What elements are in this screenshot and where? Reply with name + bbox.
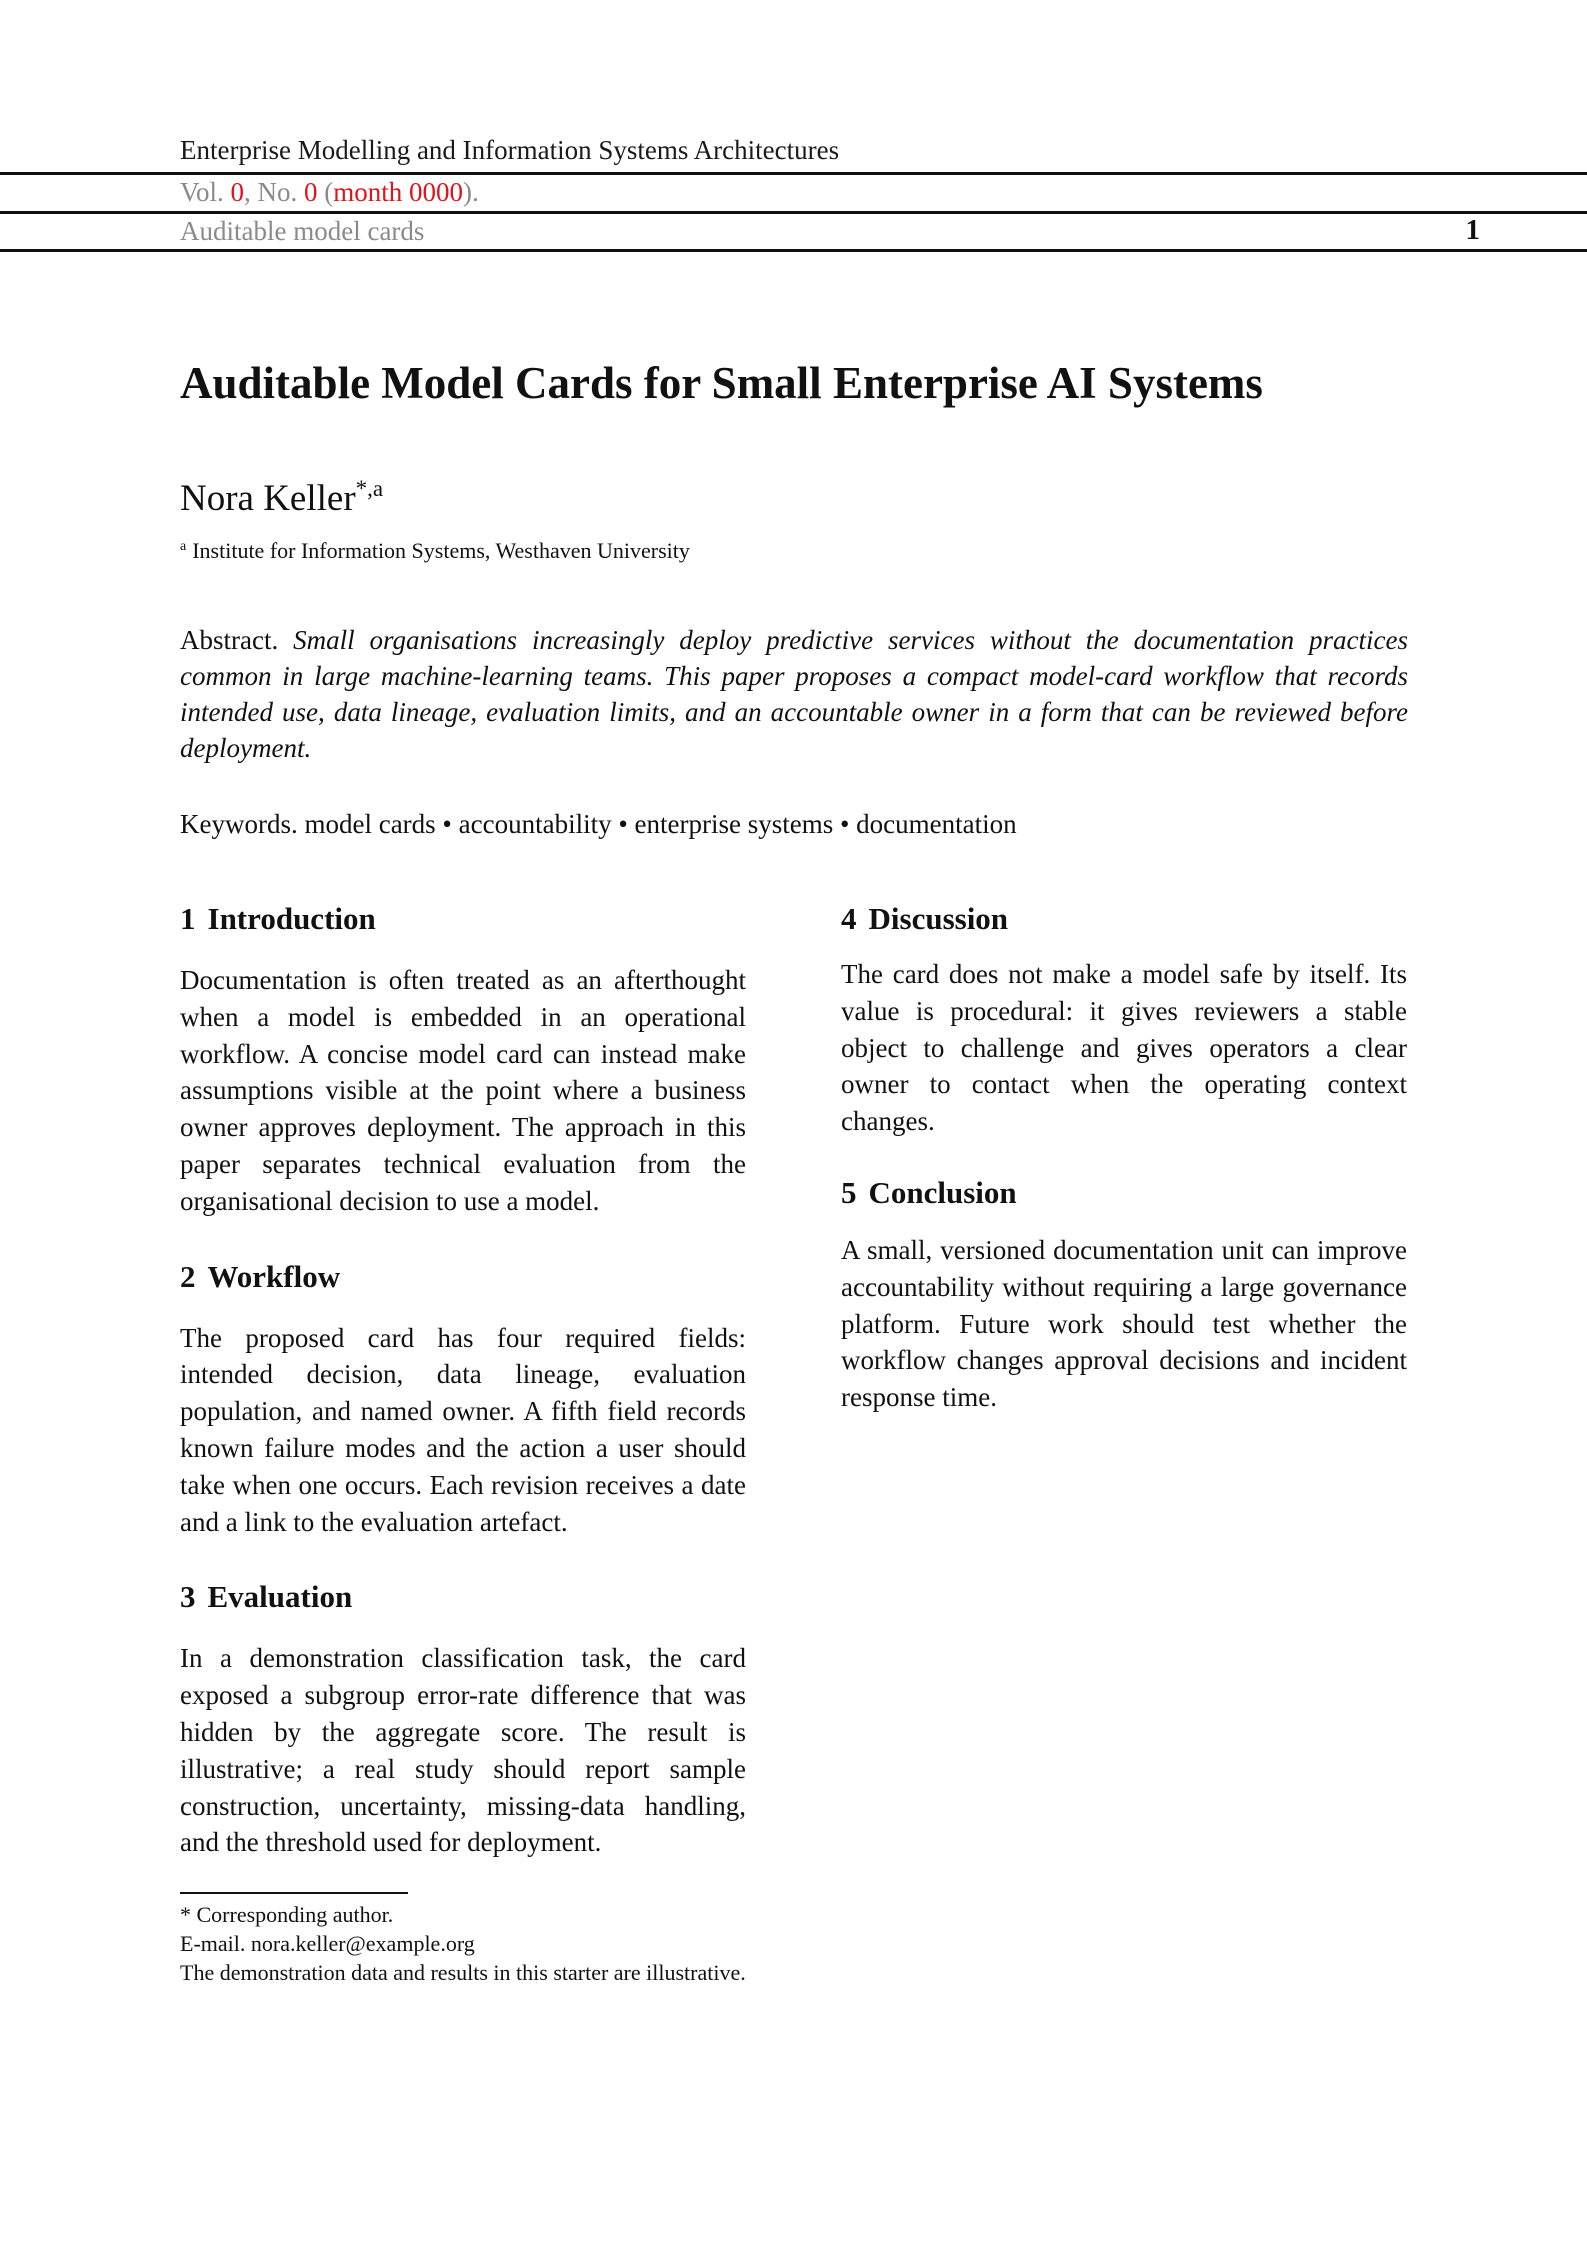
affiliation-text: Institute for Information Systems, Westhaven University xyxy=(192,538,690,563)
author-text: Nora Keller xyxy=(180,478,356,519)
vol-label: Vol. xyxy=(180,177,231,207)
section-heading-discussion xyxy=(841,900,1407,938)
author-marks: *,a xyxy=(355,476,384,501)
page-number: 1 xyxy=(1465,214,1480,246)
abstract xyxy=(180,622,1408,766)
section-number: 2 xyxy=(180,1258,196,1294)
section-title: Workflow xyxy=(207,1258,341,1294)
section-title: Introduction xyxy=(207,901,376,936)
close-paren: ). xyxy=(463,177,479,207)
section-heading-workflow xyxy=(180,1258,746,1296)
footnote-corresponding: * Corresponding author. xyxy=(180,1902,394,1927)
issue-date[interactable]: month 0000 xyxy=(333,177,464,207)
author-name xyxy=(180,466,383,522)
journal-name: Enterprise Modelling and Information Systems Architectures xyxy=(180,135,840,165)
affiliation xyxy=(180,532,690,566)
affiliation-mark: a xyxy=(180,539,187,554)
keywords: Keywords. model cards • accountability • enterprise systems • documentation xyxy=(180,809,1017,839)
section-body-discussion: The card does not make a model safe by itself. Its value is procedural: it gives reviewers a stable object to challenge and gives operators a clear owner to contact when the operating context changes. xyxy=(841,959,1407,1137)
issue-number[interactable]: 0 xyxy=(304,177,318,207)
paper-title: Auditable Model Cards for Small Enterprise AI Systems xyxy=(180,358,1263,408)
issue-label: , No. xyxy=(244,177,305,207)
section-title: Discussion xyxy=(868,901,1009,936)
section-heading-evaluation xyxy=(180,1578,746,1616)
section-body-introduction: Documentation is often treated as an afterthought when a model is embedded in an operational workflow. A concise model card can instead make assumptions visible at the point where a business owner approves deployment. The approach in this paper separates technical evaluation from the organisational decision to use a model. xyxy=(180,965,746,1216)
footnote-note: The demonstration data and results in this starter are illustrative. xyxy=(180,1960,746,1985)
section-heading-introduction xyxy=(180,900,746,938)
footnote-rule xyxy=(180,1892,408,1894)
section-number: 5 xyxy=(841,1174,857,1210)
section-number: 3 xyxy=(180,1579,196,1615)
section-number: 4 xyxy=(841,901,857,936)
abstract-label: Abstract. xyxy=(180,625,279,655)
section-number: 1 xyxy=(180,901,196,936)
vol-number[interactable]: 0 xyxy=(230,177,245,207)
abstract-text: Small organisations increasingly deploy predictive services without the documentation practices common in large machine-learning teams. This paper proposes a compact model-card workflow that records intended use, data lineage, evaluation limits, and an accountable owner in a form that can be reviewed before deployment. xyxy=(180,625,1409,763)
section-title: Evaluation xyxy=(207,1579,353,1615)
volume-line xyxy=(180,175,479,209)
section-title: Conclusion xyxy=(868,1174,1017,1210)
section-body-workflow: The proposed card has four required fields: intended decision, data lineage, evaluation population, and named owner. A fifth field records known failure modes and the action a user should take when one occurs. Each revision receives a date and a link to the evaluation artefact. xyxy=(180,1322,746,1537)
running-title: Auditable model cards xyxy=(180,216,425,246)
header-rule-bottom xyxy=(0,249,1587,252)
open-paren: ( xyxy=(317,177,334,207)
section-heading-conclusion xyxy=(841,1174,1407,1212)
section-body-conclusion: A small, versioned documentation unit can improve accountability without requiring a large governance platform. Future work should test whether the workflow changes approval decisions and incident response time. xyxy=(841,1234,1407,1413)
right-column xyxy=(841,900,1407,1416)
left-column xyxy=(180,900,746,1861)
footnote-email[interactable]: E-mail. nora.keller@example.org xyxy=(180,1931,475,1956)
footnotes xyxy=(180,1900,752,1987)
section-body-evaluation: In a demonstration classification task, the card exposed a subgroup error-rate difference that was hidden by the aggregate score. The result is illustrative; a real study should report sample construction, uncertainty, missing-data handling, and the threshold used for deployment. xyxy=(180,1643,746,1858)
